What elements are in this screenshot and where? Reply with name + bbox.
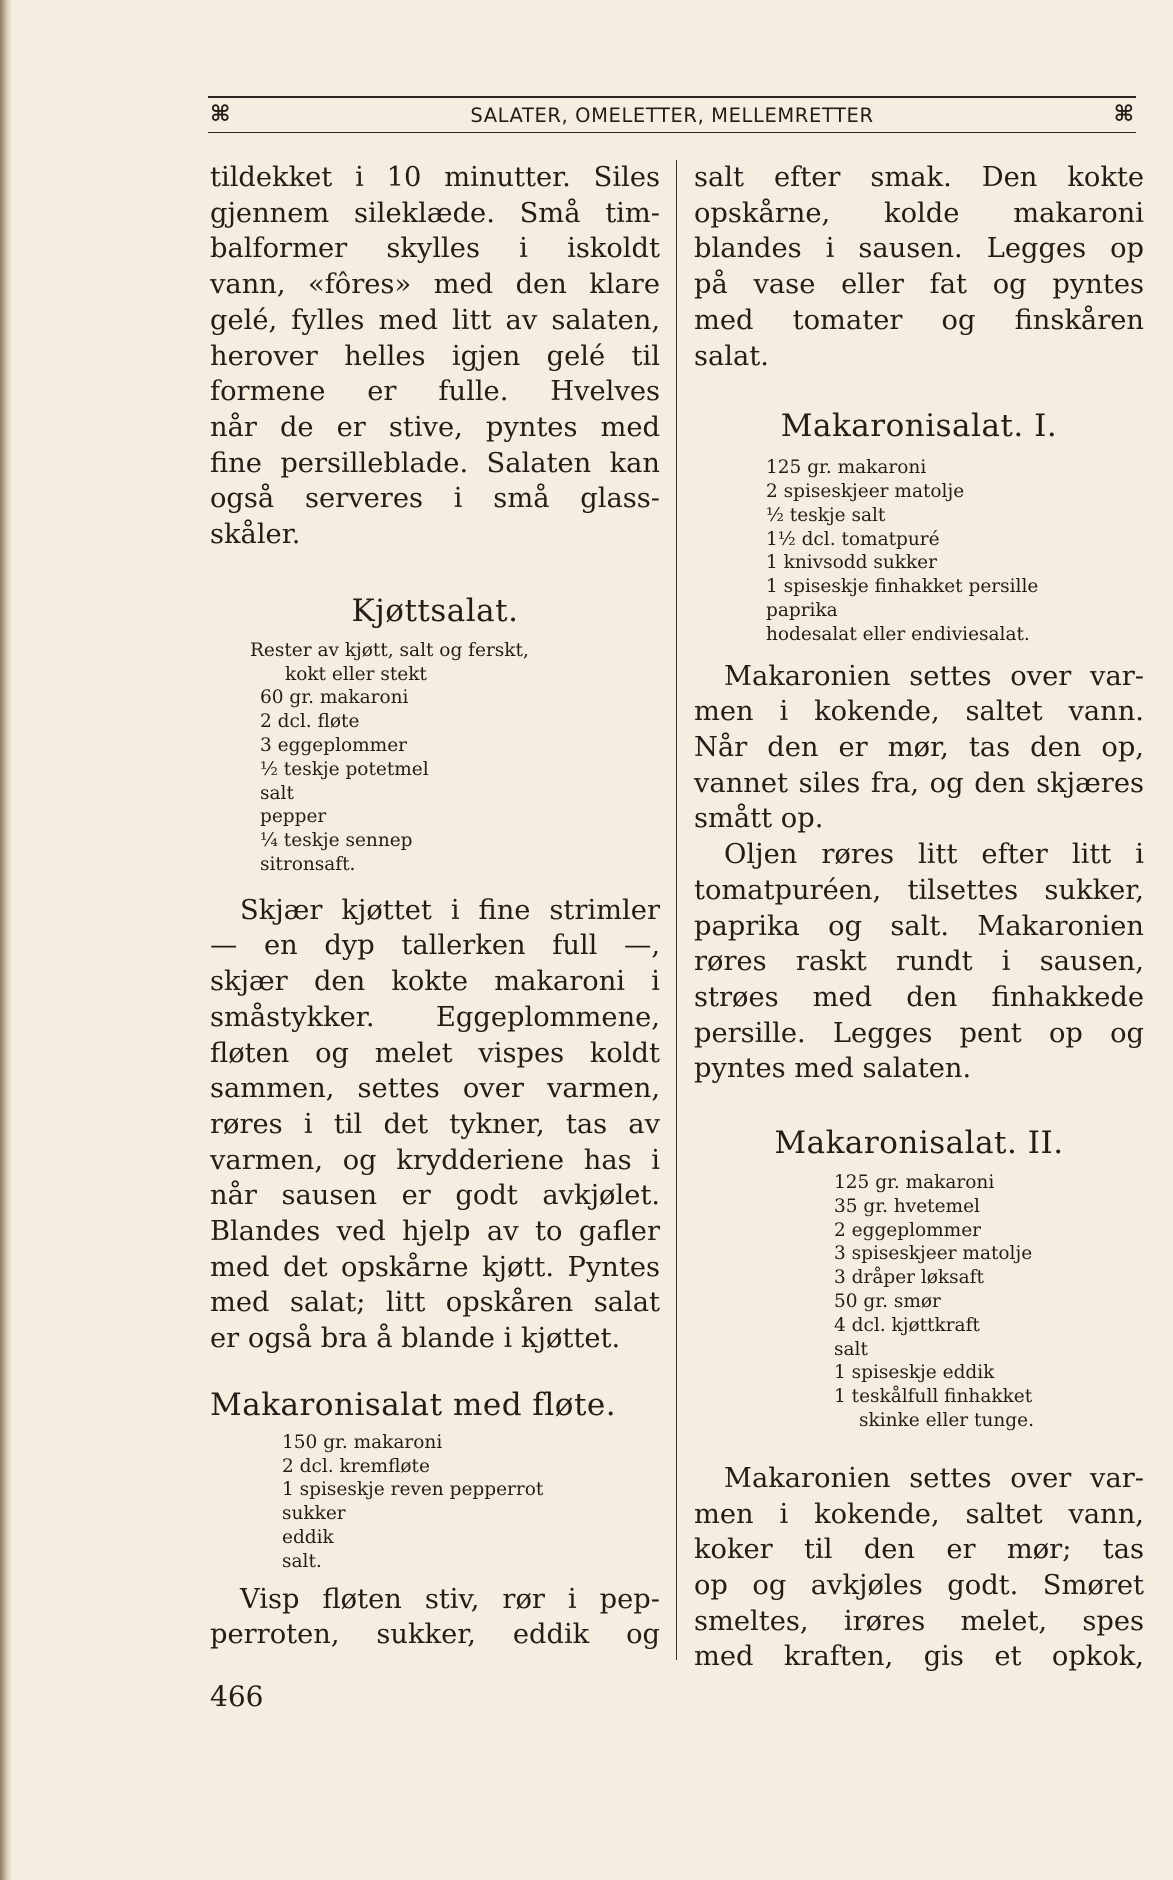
ingredient-list-kjottsalat	[210, 639, 660, 877]
ingredient-item: ¼ teskje sennep	[260, 830, 413, 852]
ingredient-list-makaronisalat-flote	[210, 1431, 660, 1574]
ingredient-item: salt.	[282, 1550, 322, 1572]
ingredient-item: skinke eller tunge.	[859, 1410, 1034, 1431]
ingredient-list-makaronisalat-1	[694, 456, 1144, 646]
recipe-heading-makaronisalat-1: Makaronisalat. I.	[780, 408, 1058, 445]
ingredient-item: pepper	[260, 806, 327, 828]
ingredient-list-makaronisalat-2	[694, 1171, 1144, 1433]
ingredient-item: 1 knivsodd sukker	[766, 552, 937, 574]
ingredient-item: 2 eggeplommer	[834, 1219, 982, 1241]
ingredient-item: kokt eller stekt	[285, 663, 427, 685]
column-divider	[676, 160, 677, 1660]
header-bottom-rule	[208, 132, 1136, 133]
ingredient-item: 2 dcl. fløte	[260, 711, 360, 733]
header-ornament-left: ⌘	[210, 102, 231, 127]
ingredient-item: 2 dcl. kremfløte	[282, 1455, 430, 1477]
ingredient-item: hodesalat eller endiviesalat.	[766, 623, 1030, 645]
ingredient-item: 125 gr. makaroni	[834, 1172, 995, 1194]
ingredient-item: ½ teskje potetmel	[260, 758, 429, 780]
ingredient-item: 60 gr. makaroni	[260, 687, 409, 709]
left-column	[210, 160, 660, 1653]
ingredient-item: 1½ dcl. tomatpuré	[766, 528, 940, 550]
book-spine-edge	[0, 0, 12, 1880]
ingredient-item: 35 gr. hvetemel	[834, 1195, 980, 1217]
ingredient-item: salt	[260, 782, 294, 804]
running-header	[208, 96, 1136, 136]
recipe-text-makaronisalat-1-para2-end: pyntes med salaten.	[694, 1053, 972, 1085]
ingredient-item: 1 spiseskje finhakket persille	[766, 576, 1039, 598]
right-column	[694, 160, 1144, 1675]
ingredient-item: 3 eggeplommer	[260, 734, 408, 756]
recipe-heading-makaronisalat-flote: Makaronisalat med fløte.	[210, 1386, 617, 1423]
ingredient-item: sitronsaft.	[260, 853, 356, 875]
ingredient-item: 150 gr. makaroni	[282, 1431, 443, 1453]
recipe-heading-makaronisalat-2: Makaronisalat. II.	[774, 1125, 1064, 1162]
continued-recipe-text-end: skåler.	[210, 519, 301, 551]
ingredient-item: salt	[834, 1338, 868, 1360]
ingredient-item: ½ teskje salt	[766, 504, 886, 526]
recipe-text-makaronisalat-1-para1-end: smått op.	[694, 803, 824, 835]
ingredient-item: 3 spiseskjeer matolje	[834, 1243, 1033, 1265]
ingredient-item: eddik	[282, 1527, 334, 1549]
header-ornament-right: ⌘	[1113, 102, 1134, 127]
ingredient-item: 3 dråper løksaft	[834, 1267, 984, 1289]
ingredient-item: 1 spiseskje reven pepperrot	[282, 1479, 544, 1501]
ingredient-item: 1 spiseskje eddik	[834, 1362, 995, 1384]
ingredient-item: 2 spiseskjeer matolje	[766, 481, 965, 503]
recipe-text-makaronisalat-1-para2: Oljen røres litt efter litt i tomatpuréen, tilsettes sukker, paprika og salt. Makaronien røres raskt rundt i sausen, strøes med den finhakkede persille. Legges pent op og	[694, 839, 1144, 1049]
continued-recipe-text-right-end: salat.	[694, 340, 769, 372]
recipe-text-makaronisalat-1-para1: Makaronien settes over var- men i kokende, saltet vann. Når den er mør, tas den op, vannet siles fra, og den skjæres	[694, 660, 1144, 799]
ingredient-item: Rester av kjøtt, salt og ferskt,	[250, 639, 529, 661]
ingredient-item: sukker	[282, 1503, 346, 1525]
page-number: 466	[210, 1680, 264, 1713]
running-title: SALATER, OMELETTER, MELLEMRETTER	[470, 104, 874, 127]
recipe-heading-kjottsalat: Kjøttsalat.	[351, 592, 519, 629]
recipe-text-makaronisalat-flote: Visp fløten stiv, rør i pep- perroten, sukker, eddik og	[210, 1583, 660, 1651]
ingredient-item: 4 dcl. kjøttkraft	[834, 1314, 980, 1336]
header-top-rule	[208, 96, 1136, 98]
continued-recipe-text: tildekket i 10 minutter. Siles gjennem sileklæde. Små tim- balformer skylles i iskoldt vann, «fôres» med den klare gelé, fylles med litt av salaten, herover helles igjen gelé til formene er fulle. Hvelves når de er stive, pyntes med fine persilleblade. Salaten kan også serveres i små glass-	[210, 162, 660, 515]
ingredient-item: 50 gr. smør	[834, 1291, 941, 1313]
recipe-text-kjottsalat-end: er også bra å blande i kjøttet.	[210, 1323, 621, 1355]
continued-recipe-text-right: salt efter smak. Den kokte opskårne, kolde makaroni blandes i sausen. Legges op på vase eller fat og pyntes med tomater og finskåren	[694, 162, 1144, 336]
recipe-text-makaronisalat-2: Makaronien settes over var- men i kokende, saltet vann, koker til den er mør; tas op og avkjøles godt. Smøret smeltes, irøres melet, spes med kraften, gis et opkok,	[694, 1462, 1144, 1673]
recipe-text-kjottsalat: Skjær kjøttet i fine strimler — en dyp tallerken full —, skjær den kokte makaroni i småstykker. Eggeplommene, fløten og melet vispes koldt sammen, settes over varmen, røres i til det tykner, tas av varmen, og krydderiene has i når sausen er godt avkjølet. Blandes ved hjelp av to gafler med det opskårne kjøtt. Pyntes med salat; litt opskåren salat	[210, 894, 660, 1319]
ingredient-item: paprika	[766, 600, 838, 621]
ingredient-item: 125 gr. makaroni	[766, 457, 927, 479]
ingredient-item: 1 teskålfull finhakket	[834, 1386, 1033, 1408]
